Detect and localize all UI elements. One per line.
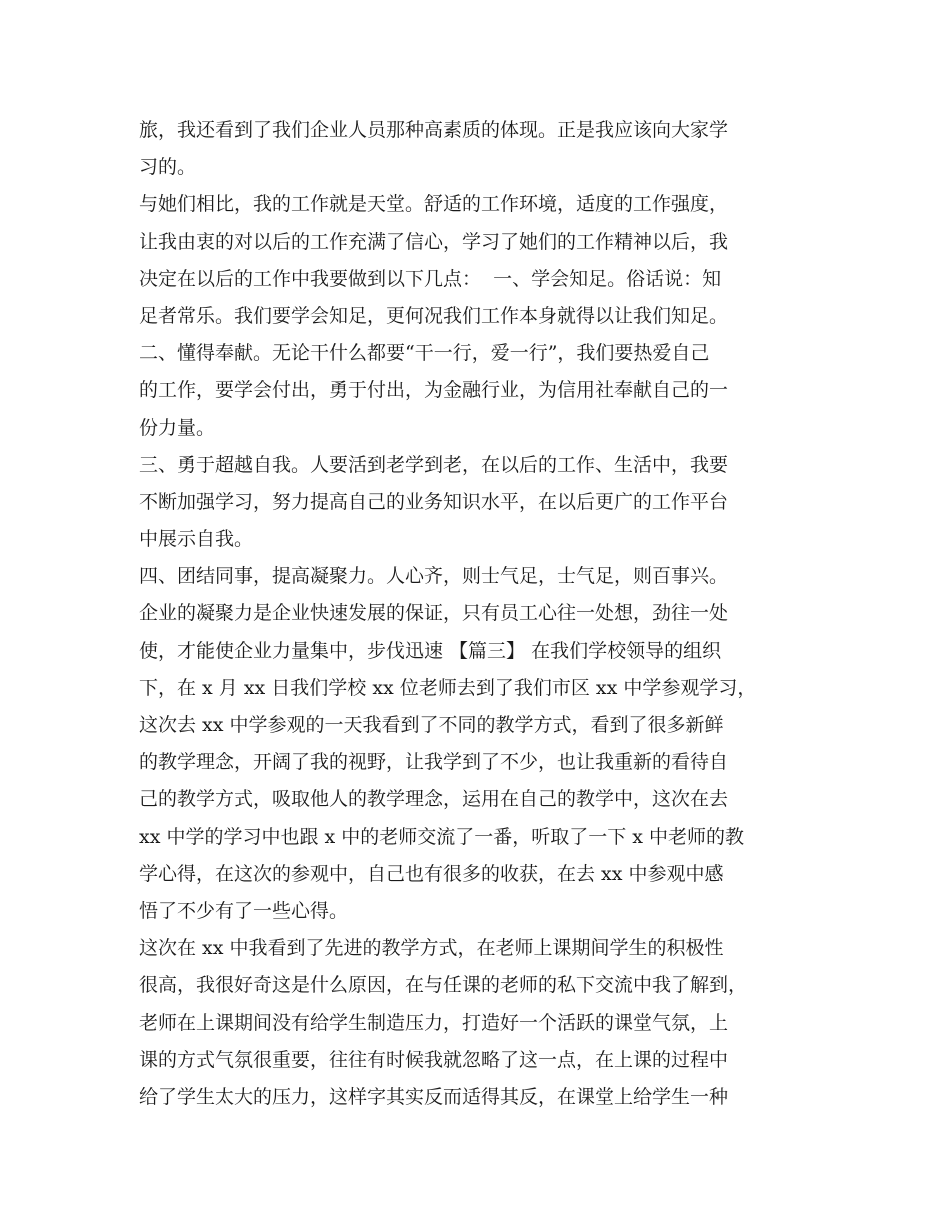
text-line: 与她们相比，我的工作就是天堂。舒适的工作环境，适度的工作强度，: [139, 193, 729, 216]
text-line: 这次在 xx 中我看到了先进的教学方式，在老师上课期间学生的积极性: [139, 937, 724, 960]
text-line: 二、懂得奉献。无论干什么都要“干一行，爱一行”，我们要热爱自己: [139, 342, 710, 365]
text-line: 不断加强学习，努力提高自己的业务知识水平，在以后更广的工作平台: [139, 490, 729, 513]
text-line: 课的方式气氛很重要，往往有时候我就忽略了这一点，在上课的过程中: [139, 1048, 729, 1071]
text-line: xx 中学的学习中也跟 x 中的老师交流了一番，听取了一下 x 中老师的教: [139, 825, 745, 848]
text-line: 给了学生太大的压力，这样字其实反而适得其反，在课堂上给学生一种: [139, 1085, 729, 1108]
text-line: 学心得，在这次的参观中，自己也有很多的收获，在去 xx 中参观中感: [139, 862, 724, 885]
text-line: 让我由衷的对以后的工作充满了信心，学习了她们的工作精神以后，我: [139, 230, 729, 253]
text-line: 中展示自我。: [139, 528, 254, 551]
text-line: 老师在上课期间没有给学生制造压力，打造好一个活跃的课堂气氛，上: [139, 1011, 729, 1034]
text-line: 很高，我很好奇这是什么原因，在与任课的老师的私下交流中我了解到，: [139, 974, 748, 997]
text-line: 的工作，要学会付出，勇于付出，为金融行业，为信用社奉献自己的一: [139, 379, 729, 402]
text-line: 企业的凝聚力是企业快速发展的保证，只有员工心往一处想，劲往一处: [139, 602, 729, 625]
text-line: 悟了不少有了一些心得。: [139, 899, 349, 922]
text-line: 四、团结同事，提高凝聚力。人心齐，则士气足，士气足，则百事兴。: [139, 565, 729, 588]
document-body: [139, 112, 829, 1116]
text-line: 的教学理念，开阔了我的视野，让我学到了不少，也让我重新的看待自: [139, 751, 729, 774]
text-line: 下，在 x 月 xx 日我们学校 xx 位老师去到了我们市区 xx 中学参观学习，: [139, 676, 757, 699]
text-line: 习的。: [139, 156, 197, 179]
text-line: 足者常乐。我们要学会知足，更何况我们工作本身就得以让我们知足。: [139, 304, 729, 327]
text-line: 这次去 xx 中学参观的一天我看到了不同的教学方式，看到了很多新鲜: [139, 714, 724, 736]
text-line: 己的教学方式，吸取他人的教学理念，运用在自己的教学中，这次在去: [139, 788, 729, 811]
text-line: 旅，我还看到了我们企业人员那种高素质的体现。正是我应该向大家学: [139, 119, 729, 141]
text-line: 三、勇于超越自我。人要活到老学到老，在以后的工作、生活中，我要: [139, 453, 729, 476]
text-line: 使，才能使企业力量集中，步伐迅速 【篇三】 在我们学校领导的组织: [139, 639, 722, 662]
text-line: 决定在以后的工作中我要做到以下几点： 一、学会知足。俗话说：知: [139, 267, 722, 290]
text-line: 份力量。: [139, 416, 216, 439]
